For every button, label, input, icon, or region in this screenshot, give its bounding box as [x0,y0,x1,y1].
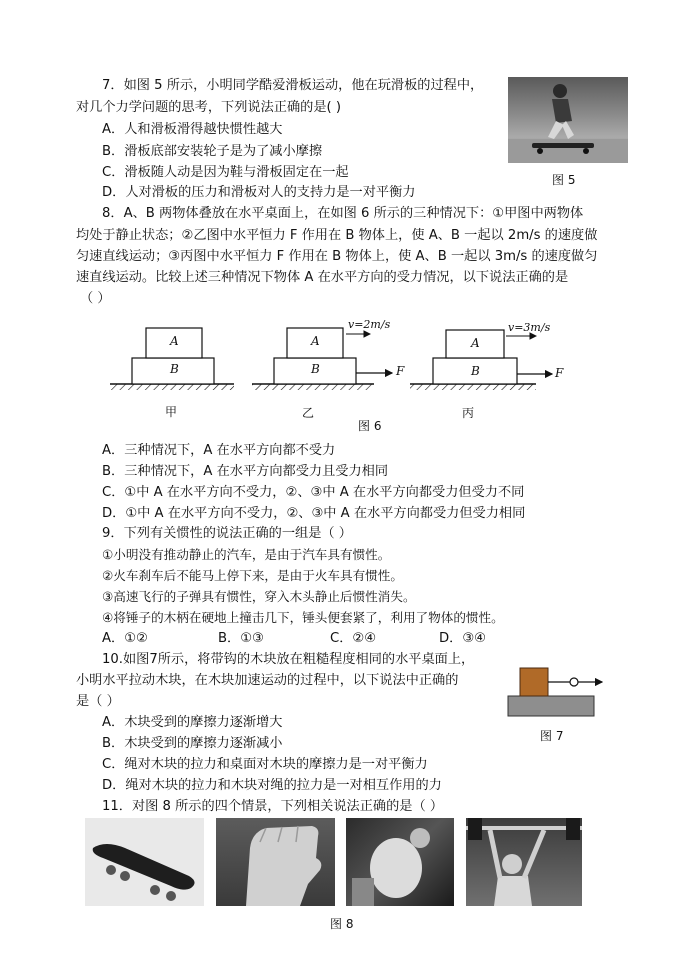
q9-choice-b: B．①③ [218,631,264,646]
jia-block-b-label: B [170,362,179,376]
diagram-yi [252,328,392,390]
q10-line1: 10.如图7所示，将带钩的木块放在粗糙程度相同的水平桌面上， [102,652,475,667]
q9-item-2: ②火车刹车后不能马上停下来，是由于火车具有惯性。 [102,568,403,583]
q9-item-3: ③高速飞行的子弹具有惯性，穿入木头静止后惯性消失。 [102,589,416,604]
q8-option-a: A．三种情况下，A 在水平方向都不受力 [102,443,336,458]
q9-choice-c: C．②④ [330,631,377,646]
yi-velocity-label: v=2m/s [348,318,391,331]
figure5-caption: 图 5 [552,173,576,187]
label-yi: 乙 [302,406,315,420]
q10-option-c: C．绳对木块的拉力和桌面对木块的摩擦力是一对平衡力 [102,757,428,772]
q9-stem: 9．下列有关惯性的说法正确的一组是（ ） [102,526,352,541]
bing-block-a-label: A [471,336,480,350]
q8-option-d: D．①中 A 在水平方向不受力，②、③中 A 在水平方向都受力但受力相同 [102,506,526,521]
q8-line3: 匀速直线运动；③丙图中水平恒力 F 作用在 B 物体上，使 A、B 一起以 3m/s 的速度做匀 [76,249,598,264]
q9-item-4: ④将锤子的木柄在硬地上撞击几下，锤头便套紧了，利用了物体的惯性。 [102,610,504,625]
q8-line2: 均处于静止状态；②乙图中水平恒力 F 作用在 B 物体上，使 A、B 一起以 2m/s 的速度做 [76,228,598,243]
skateboard-photo [85,818,204,906]
bing-force-label: F [555,366,564,380]
q8-line5: （ ） [80,291,111,306]
figure7-caption: 图 7 [540,729,564,743]
bing-block-b-label: B [471,364,480,378]
figure8-caption: 图 8 [330,917,354,931]
q8-line1: 8．A、B 两物体叠放在水平桌面上，在如图 6 所示的三种情况下：①甲图中两物体 [102,206,584,221]
bing-velocity-label: v=3m/s [508,321,551,334]
q7-option-d: D．人对滑板的压力和滑板对人的支持力是一对平衡力 [102,185,416,200]
q9-choice-d: D．③④ [439,631,486,646]
q8-line4: 速直线运动。比较上述三种情况下物体 A 在水平方向的受力情况，以下说法正确的是 [76,270,569,285]
figure7-diagram [504,662,608,720]
q7-option-a: A．人和滑板滑得越快惯性越大 [102,122,283,137]
yi-force-label: F [396,364,405,378]
label-bing: 丙 [462,406,475,420]
q9-item-1: ①小明没有推动静止的汽车，是由于汽车具有惯性。 [102,547,391,562]
skateboarder-photo [508,77,628,163]
label-jia: 甲 [165,405,178,419]
q10-line2: 小明水平拉动木块，在木块加速运动的过程中，以下说法中正确的 [76,673,459,688]
figure6-caption: 图 6 [358,419,382,433]
hand-on-surface-photo [216,818,335,906]
crash-test-airbag-photo [346,818,454,906]
q7-line1: 7．如图 5 所示，小明同学酷爱滑板运动，他在玩滑板的过程中， [102,78,484,93]
q7-option-c: C．滑板随人动是因为鞋与滑板固定在一起 [102,165,349,180]
q10-option-b: B．木块受到的摩擦力逐渐减小 [102,736,283,751]
q9-choice-a: A．①② [102,631,148,646]
q10-line3: 是（ ） [76,694,120,709]
jia-block-a-label: A [170,334,179,348]
q7-line2: 对几个力学问题的思考，下列说法正确的是( ) [76,100,342,115]
diagram-bing [410,330,552,390]
q8-option-b: B．三种情况下，A 在水平方向都受力且受力相同 [102,464,389,479]
q10-option-d: D．绳对木块的拉力和木块对绳的拉力是一对相互作用的力 [102,778,442,793]
q8-option-c: C．①中 A 在水平方向不受力，②、③中 A 在水平方向都受力但受力不同 [102,485,525,500]
yi-block-b-label: B [311,362,320,376]
q11-stem: 11．对图 8 所示的四个情景，下列相关说法正确的是（ ） [102,799,444,814]
weightlifter-photo [466,818,582,906]
yi-block-a-label: A [311,334,320,348]
q10-option-a: A．木块受到的摩擦力逐渐增大 [102,715,283,730]
q7-option-b: B．滑板底部安装轮子是为了减小摩擦 [102,144,323,159]
